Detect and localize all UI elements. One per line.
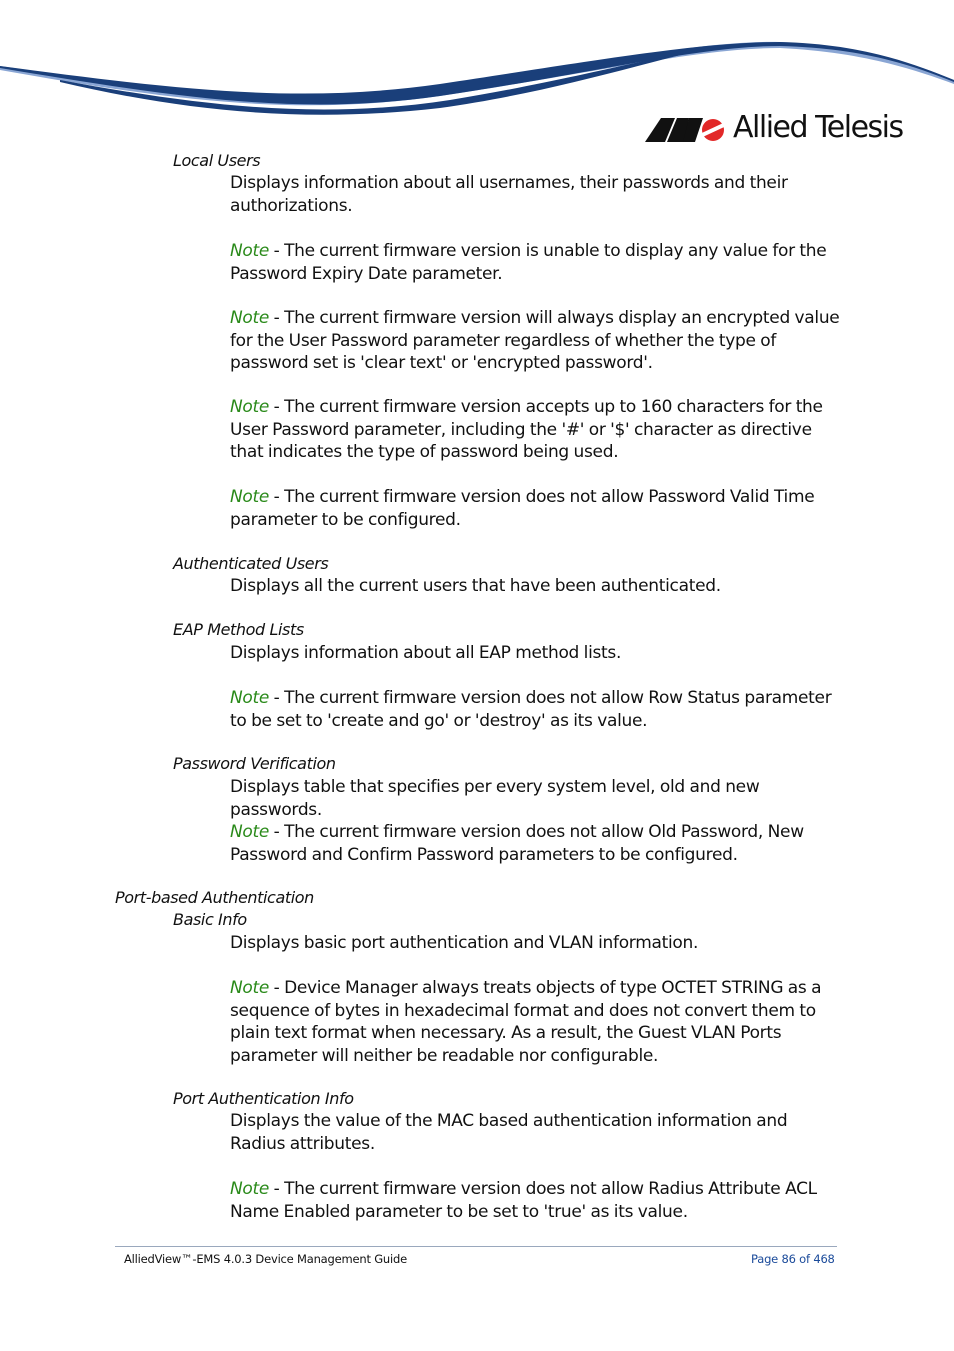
heading-password-verification: Password Verification [173, 754, 336, 773]
note-text: - The current firmware version will always display an encrypted value for the User Password parameter regardless of whether the type of password set is 'clear text' or 'encrypted password'. [230, 308, 840, 373]
note-paragraph [230, 307, 840, 375]
allied-telesis-logo [645, 108, 903, 148]
note-paragraph [230, 977, 840, 1067]
desc-eap-method-lists: Displays information about all EAP method lists. [230, 643, 622, 663]
desc-port-authentication-info: Displays the value of the MAC based authentication information and Radius attributes. [230, 1111, 788, 1154]
note-paragraph [230, 486, 840, 531]
heading-port-authentication-info: Port Authentication Info [173, 1089, 354, 1108]
desc-local-users: Displays information about all usernames, their passwords and their authorizations. [230, 173, 788, 216]
footer-divider [115, 1246, 837, 1247]
note-text: - Device Manager always treats objects of type OCTET STRING as a sequence of bytes in hexadecimal format and does not convert them to plain text format when necessary. As a result, the Guest VLAN Ports parameter will neither be readable nor configurable. [230, 978, 822, 1066]
note-label: Note [230, 308, 270, 328]
note-label: Note [230, 978, 270, 998]
note-text: - The current firmware version accepts up to 160 characters for the User Password parameter, including the '#' or '$' character as directive that indicates the type of password being used. [230, 397, 823, 462]
note-paragraph [230, 687, 840, 732]
note-text: - The current firmware version does not allow Row Status parameter to be set to 'create and go' or 'destroy' as its value. [230, 688, 832, 731]
note-label: Note [230, 1179, 270, 1199]
note-label: Note [230, 688, 270, 708]
note-paragraph [230, 821, 840, 866]
note-label: Note [230, 487, 270, 507]
note-text: - The current firmware version is unable to display any value for the Password Expiry Date parameter. [230, 241, 827, 284]
note-paragraph [230, 240, 840, 285]
note-paragraph [230, 1178, 840, 1223]
note-text: - The current firmware version does not allow Old Password, New Password and Confirm Password parameters to be configured. [230, 822, 804, 865]
footer-page-number: Page 86 of 468 [751, 1252, 835, 1266]
brand-name: Allied Telesis [733, 110, 903, 145]
footer-document-title: AlliedView™-EMS 4.0.3 Device Management Guide [124, 1252, 407, 1266]
desc-password-verification: Displays table that specifies per every system level, old and new passwords. [230, 777, 760, 820]
desc-basic-info: Displays basic port authentication and VLAN information. [230, 933, 699, 953]
heading-local-users: Local Users [173, 151, 261, 170]
heading-basic-info: Basic Info [173, 910, 247, 929]
note-label: Note [230, 241, 270, 261]
heading-eap-method-lists: EAP Method Lists [173, 620, 304, 639]
logo-mark-icon [645, 112, 727, 144]
desc-authenticated-users: Displays all the current users that have been authenticated. [230, 576, 721, 596]
note-text: - The current firmware version does not allow Password Valid Time parameter to be configured. [230, 487, 815, 530]
note-paragraph [230, 396, 840, 464]
heading-authenticated-users: Authenticated Users [173, 554, 329, 573]
note-label: Note [230, 822, 270, 842]
note-text: - The current firmware version does not allow Radius Attribute ACL Name Enabled parameter to be set to 'true' as its value. [230, 1179, 817, 1222]
heading-port-based-authentication: Port-based Authentication [115, 888, 314, 907]
note-label: Note [230, 397, 270, 417]
